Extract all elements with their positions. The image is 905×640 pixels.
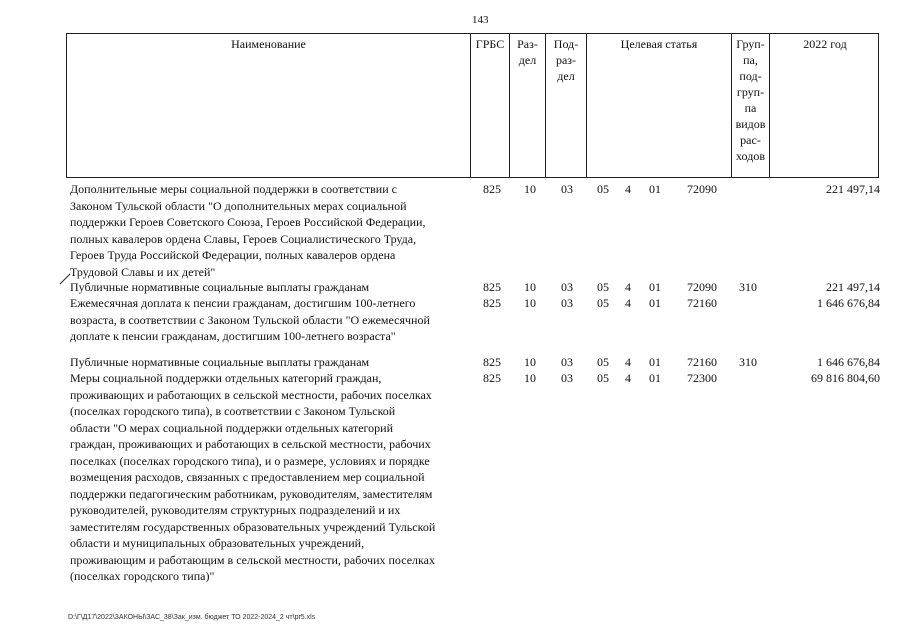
- cell-podrazdel: 03: [561, 280, 573, 294]
- cell-target-1: 05: [597, 355, 609, 369]
- header-target: Целевая статья: [587, 34, 732, 177]
- cell-grbs: 825: [483, 355, 501, 369]
- cell-razdel: 10: [524, 280, 536, 294]
- cell-target-4: 72160: [687, 296, 717, 310]
- header-name: Наименование: [67, 34, 471, 177]
- header-grbs: ГРБС: [471, 34, 510, 177]
- cell-target-4: 72160: [687, 355, 717, 369]
- header-group: Груп- па, под- груп- па видов рас- ходов: [732, 34, 770, 177]
- cell-amount: 1 646 676,84: [817, 296, 880, 310]
- cell-amount: 221 497,14: [826, 280, 880, 294]
- cell-grbs: 825: [483, 296, 501, 310]
- cell-target-1: 05: [597, 371, 609, 385]
- cell-podrazdel: 03: [561, 371, 573, 385]
- cell-target-4: 72090: [687, 182, 717, 196]
- cell-grbs: 825: [483, 371, 501, 385]
- cell-group: 310: [739, 280, 757, 294]
- cell-target-1: 05: [597, 280, 609, 294]
- cell-target-3: 01: [649, 371, 661, 385]
- cell-grbs: 825: [483, 280, 501, 294]
- cell-target-1: 05: [597, 182, 609, 196]
- cell-grbs: 825: [483, 182, 501, 196]
- cell-amount: 1 646 676,84: [817, 355, 880, 369]
- cell-target-2: 4: [625, 280, 631, 294]
- cell-target-2: 4: [625, 296, 631, 310]
- cell-podrazdel: 03: [561, 355, 573, 369]
- row-name: Дополнительные меры социальной поддержки в соответствии с Законом Тульской области "О дополнительных мерах социальной поддержки Героев Советского Союза, Героев Российской Федерации, полных кавалеров ордена Славы, Героев Социалистического Труда, Героев Труда Российской Федерации, полных кавалеров ордена Трудовой Славы и их детей": [70, 182, 426, 279]
- table-header: [66, 33, 879, 178]
- cell-razdel: 10: [524, 371, 536, 385]
- cell-target-2: 4: [625, 355, 631, 369]
- file-path-footer: D:\Г\Д17\2022\ЗАКОНЫ\ЗАС_38\Зак_изм. бюджет ТО 2022-2024_2 чт\pr5.xls: [68, 614, 316, 621]
- cell-target-3: 01: [649, 296, 661, 310]
- cell-target-4: 72090: [687, 280, 717, 294]
- cell-group: 310: [739, 355, 757, 369]
- cell-podrazdel: 03: [561, 296, 573, 310]
- row-name: Публичные нормативные социальные выплаты гражданам: [70, 355, 370, 369]
- cell-podrazdel: 03: [561, 182, 573, 196]
- cell-amount: 221 497,14: [826, 182, 880, 196]
- pen-mark-decoration: [58, 270, 72, 286]
- row-name: Меры социальной поддержки отдельных категорий граждан, проживающих и работающих в сельской местности, рабочих поселках (поселках городского типа), в соответствии с Законом Тульской области "О мерах социальной поддержки отдельных категорий граждан, проживающих и работающих в сельской местности, рабочих поселках (поселках городского типа), и о размере, условиях и порядке возмещения расходов, связанных с предоставлением мер социальной поддержки педагогическим работникам, руководителям, заместителям руководителей, руководителям структурных подразделений и их заместителям государственных образовательных учреждений Тульской области и муниципальных образовательных учреждений, проживающим и работающим в сельской местности, рабочих поселках (поселках городского типа)": [70, 371, 436, 583]
- cell-target-3: 01: [649, 182, 661, 196]
- cell-razdel: 10: [524, 182, 536, 196]
- cell-target-2: 4: [625, 371, 631, 385]
- cell-razdel: 10: [524, 355, 536, 369]
- header-year: 2022 год: [803, 37, 847, 51]
- row-name: Ежемесячная доплата к пенсии гражданам, достигшим 100-летнего возраста, в соответствии с Законом Тульской области "О ежемесячной доплате к пенсии гражданам, достигшим 100-летнего возраста": [70, 296, 430, 343]
- cell-amount: 69 816 804,60: [811, 371, 880, 385]
- cell-target-4: 72300: [687, 371, 717, 385]
- header-podrazdel: Под- раз- дел: [546, 34, 587, 177]
- cell-razdel: 10: [524, 296, 536, 310]
- cell-target-2: 4: [625, 182, 631, 196]
- page-number: 143: [472, 14, 489, 26]
- cell-target-3: 01: [649, 355, 661, 369]
- header-razdel: Раз- дел: [510, 34, 546, 177]
- cell-target-3: 01: [649, 280, 661, 294]
- cell-target-1: 05: [597, 296, 609, 310]
- row-name: Публичные нормативные социальные выплаты гражданам: [70, 280, 370, 294]
